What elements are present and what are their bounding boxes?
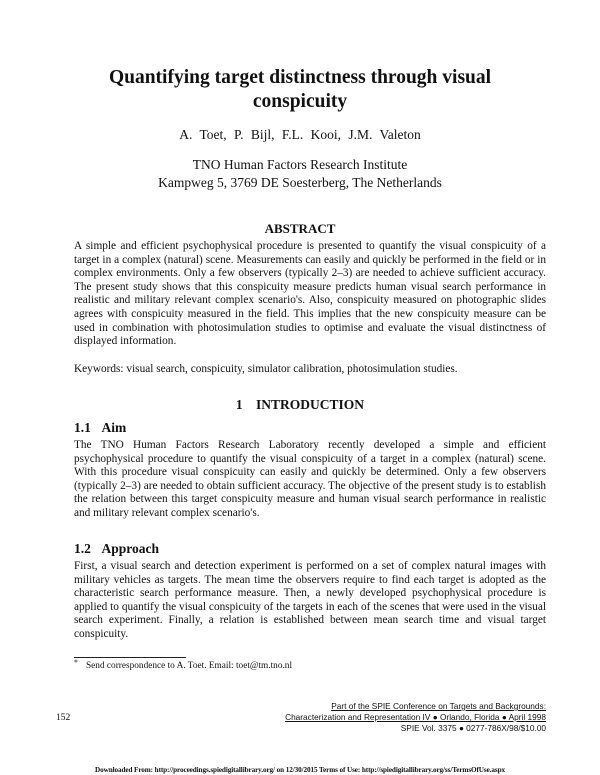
abstract-heading: ABSTRACT — [264, 221, 336, 236]
author-list: A. Toet, P. Bijl, F.L. Kooi, J.M. Valeton — [179, 127, 421, 142]
affiliation-line-1: TNO Human Factors Research Institute — [192, 157, 408, 172]
abstract-text: A simple and efficient psychophysical procedure is presented to quantify the visual conspicuity of a target in a complex (natural) scene. Measurements can easily and quickly be performed in the field or in complex environments. Only a few observers (typically 2–3) are needed to achieve sufficient accuracy. The present study shows that this conspicuity measure predicts human visual search performance in realistic and military relevant complex scenario's. Also, conspicuity measured on photographic slides agrees with conspicuity measured in the field. This implies that the new conspicuity measure can be used in combination with photosimulation studies to optimise and evaluate the visual distinctness of displayed information. — [74, 240, 546, 348]
footnote: Send correspondence to A. Toet. Email: toet@tm.tno.nl — [86, 661, 293, 671]
page-number: 152 — [56, 713, 71, 723]
approach-paragraph: First, a visual search and detection experiment is performed on a set of complex natural images with military vehicles as targets. The mean time the observers require to find each target is adopted as the characteristic search performance measure. Then, a newly developed psychophysical procedure is applied to quantify the visual conspicuity of the targets in each of the scenes that were used in the visual search experiment. Finally, a relation is established between mean search time and visual target conspicuity. — [74, 560, 546, 640]
aim-paragraph: The TNO Human Factors Research Laboratory recently developed a simple and efficient psychophysical procedure to quantify the visual conspicuity of a target in a complex (natural) scene. With this procedure visual conspicuity can easily and quickly be determined. Only a few observers (typically 2–3) are needed to obtain sufficient accuracy. The objective of the present study is to establish the relation between this target conspicuity measure and human visual search performance in realistic and military relevant complex scenario's. — [74, 439, 546, 519]
footnote-divider — [74, 657, 186, 658]
conference-info — [285, 701, 546, 733]
subsection-heading-aim: 1.1 Aim — [74, 420, 127, 435]
keywords: Keywords: visual search, conspicuity, simulator calibration, photosimulation studies. — [74, 363, 458, 375]
conference-line-1: Part of the SPIE Conference on Targets and Backgrounds: — [331, 701, 546, 711]
subsection-heading-approach: 1.2 Approach — [74, 541, 160, 556]
affiliation-line-2: Kampweg 5, 3769 DE Soesterberg, The Netherlands — [158, 175, 442, 190]
download-notice: Downloaded From: http://proceedings.spiedigitallibrary.org/ on 12/30/2015 Terms of Use: http://spiedigitallibrary.org/ss/TermsOfUse.aspx — [95, 766, 505, 774]
paper-title: Quantifying target distinctness through visual conspicuity — [108, 67, 492, 112]
conference-line-2: Characterization and Representation IV ● Orlando, Florida ● April 1998 — [285, 711, 546, 722]
footnote-mark: * — [74, 658, 78, 667]
section-heading-introduction: 1 INTRODUCTION — [235, 397, 365, 412]
affiliation — [0, 156, 600, 192]
conference-line-3: SPIE Vol. 3375 ● 0277-786X/98/$10.00 — [400, 722, 546, 733]
